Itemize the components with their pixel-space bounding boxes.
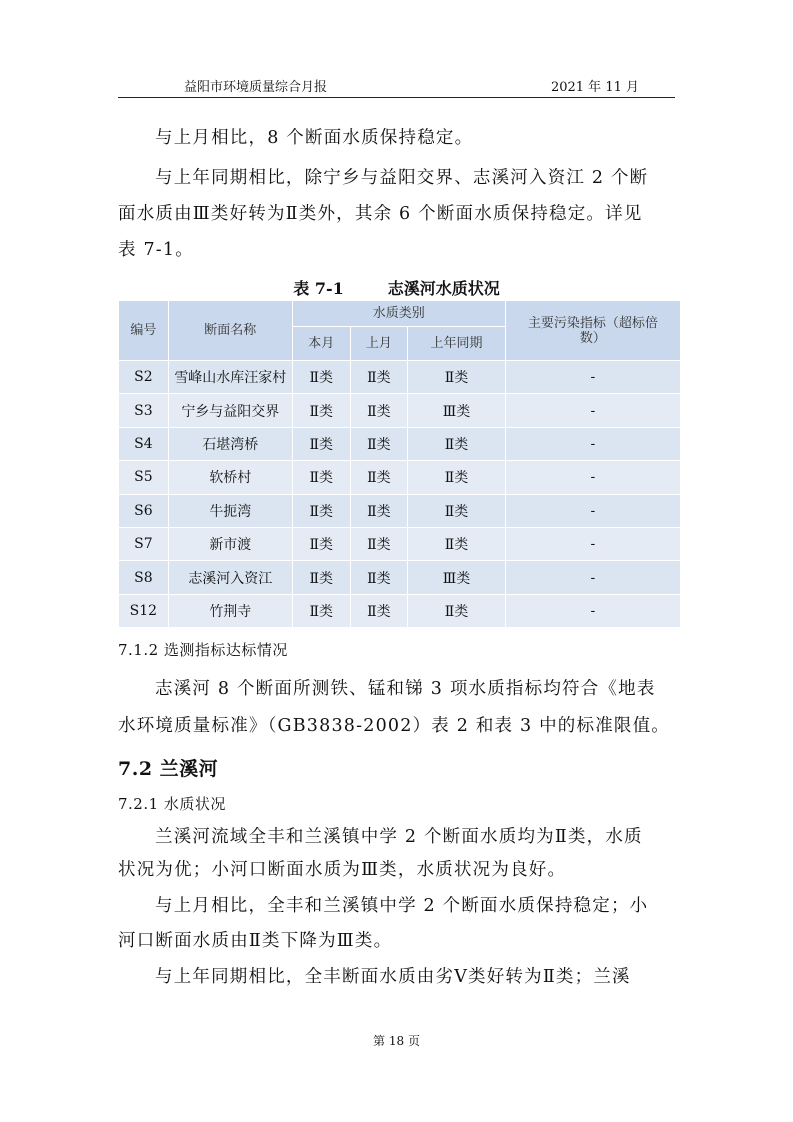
section-7-2-heading: 7.2 兰溪河 (118, 758, 219, 780)
cell-current: Ⅱ类 (292, 361, 350, 394)
cell-id: S7 (119, 527, 169, 560)
water-quality-table (118, 300, 681, 628)
cell-last-year: Ⅱ类 (408, 361, 505, 394)
page-number: 第 18 页 (373, 1034, 420, 1048)
table-number: 表 7-1 (293, 279, 344, 298)
cell-last-year: Ⅱ类 (408, 461, 505, 494)
cell-pollutant: - (505, 594, 680, 627)
cell-last-month: Ⅱ类 (350, 594, 408, 627)
section-7-2-1-p2-line-2: 河口断面水质由Ⅱ类下降为Ⅲ类。 (118, 931, 393, 951)
section-7-2-1-p1-line-2: 状况为优；小河口断面水质为Ⅲ类，水质状况为良好。 (118, 860, 567, 880)
cell-current: Ⅱ类 (292, 461, 350, 494)
cell-last-year: Ⅲ类 (408, 394, 505, 427)
cell-name: 石堪湾桥 (168, 427, 292, 460)
section-7-2-1-heading: 7.2.1 水质状况 (118, 795, 226, 813)
intro-paragraph-2-line-3: 表 7-1。 (118, 240, 194, 260)
cell-current: Ⅱ类 (292, 594, 350, 627)
cell-last-month: Ⅱ类 (350, 427, 408, 460)
cell-current: Ⅱ类 (292, 394, 350, 427)
table-title: 志溪河水质状况 (387, 279, 500, 298)
header-pollutant: 主要污染指标（超标倍数） (505, 301, 680, 361)
table-row (119, 527, 681, 560)
cell-last-year: Ⅱ类 (408, 527, 505, 560)
section-7-1-2-line-2: 水环境质量标准》（GB3838-2002）表 2 和表 3 中的标准限值。 (118, 716, 670, 736)
cell-pollutant: - (505, 461, 680, 494)
cell-id: S3 (119, 394, 169, 427)
table-row (119, 494, 681, 527)
cell-name: 宁乡与益阳交界 (168, 394, 292, 427)
table-row (119, 461, 681, 494)
cell-last-year: Ⅱ类 (408, 427, 505, 460)
intro-paragraph-1: 与上月相比，8 个断面水质保持稳定。 (155, 128, 474, 148)
cell-id: S12 (119, 594, 169, 627)
header-quality: 水质类别 (292, 301, 505, 327)
cell-name: 牛扼湾 (168, 494, 292, 527)
header-id: 编号 (119, 301, 169, 361)
section-7-1-2-heading: 7.1.2 选测指标达标情况 (118, 641, 288, 659)
section-7-2-1-p3-line-1: 与上年同期相比，全丰断面水质由劣Ⅴ类好转为Ⅱ类；兰溪 (155, 967, 631, 987)
page-header (118, 76, 675, 96)
table-row (119, 561, 681, 594)
table-caption (118, 276, 675, 299)
table-row (119, 427, 681, 460)
cell-id: S4 (119, 427, 169, 460)
cell-pollutant: - (505, 427, 680, 460)
cell-last-month: Ⅱ类 (350, 461, 408, 494)
cell-id: S8 (119, 561, 169, 594)
header-divider (118, 97, 675, 98)
cell-current: Ⅱ类 (292, 427, 350, 460)
section-7-2-1-p1-line-1: 兰溪河流域全丰和兰溪镇中学 2 个断面水质均为Ⅱ类，水质 (155, 827, 643, 847)
cell-last-year: Ⅱ类 (408, 594, 505, 627)
cell-current: Ⅱ类 (292, 561, 350, 594)
table-row (119, 394, 681, 427)
cell-pollutant: - (505, 394, 680, 427)
intro-paragraph-2-line-2: 面水质由Ⅲ类好转为Ⅱ类外，其余 6 个断面水质保持稳定。详见 (118, 204, 643, 224)
table-row (119, 594, 681, 627)
cell-id: S6 (119, 494, 169, 527)
cell-name: 竹荆寺 (168, 594, 292, 627)
cell-pollutant: - (505, 361, 680, 394)
cell-last-month: Ⅱ类 (350, 394, 408, 427)
cell-id: S2 (119, 361, 169, 394)
cell-last-month: Ⅱ类 (350, 494, 408, 527)
section-7-2-1-p2-line-1: 与上月相比，全丰和兰溪镇中学 2 个断面水质保持稳定；小 (155, 896, 649, 916)
cell-pollutant: - (505, 494, 680, 527)
cell-last-year: Ⅱ类 (408, 494, 505, 527)
cell-name: 软桥村 (168, 461, 292, 494)
cell-name: 雪峰山水库汪家村 (168, 361, 292, 394)
header-last-year: 上年同期 (408, 327, 505, 361)
table-row (119, 361, 681, 394)
header-last-month: 上月 (350, 327, 408, 361)
report-title: 益阳市环境质量综合月报 (184, 80, 328, 95)
intro-paragraph-2-line-1: 与上年同期相比，除宁乡与益阳交界、志溪河入资江 2 个断 (155, 168, 649, 188)
cell-last-month: Ⅱ类 (350, 527, 408, 560)
report-date: 2021 年 11 月 (550, 80, 639, 95)
cell-last-month: Ⅱ类 (350, 561, 408, 594)
cell-id: S5 (119, 461, 169, 494)
cell-last-month: Ⅱ类 (350, 361, 408, 394)
header-current: 本月 (292, 327, 350, 361)
cell-pollutant: - (505, 527, 680, 560)
header-name: 断面名称 (168, 301, 292, 361)
cell-current: Ⅱ类 (292, 527, 350, 560)
cell-last-year: Ⅲ类 (408, 561, 505, 594)
cell-pollutant: - (505, 561, 680, 594)
section-7-1-2-line-1: 志溪河 8 个断面所测铁、锰和锑 3 项水质指标均符合《地表 (155, 679, 656, 699)
cell-current: Ⅱ类 (292, 494, 350, 527)
cell-name: 志溪河入资江 (168, 561, 292, 594)
cell-name: 新市渡 (168, 527, 292, 560)
